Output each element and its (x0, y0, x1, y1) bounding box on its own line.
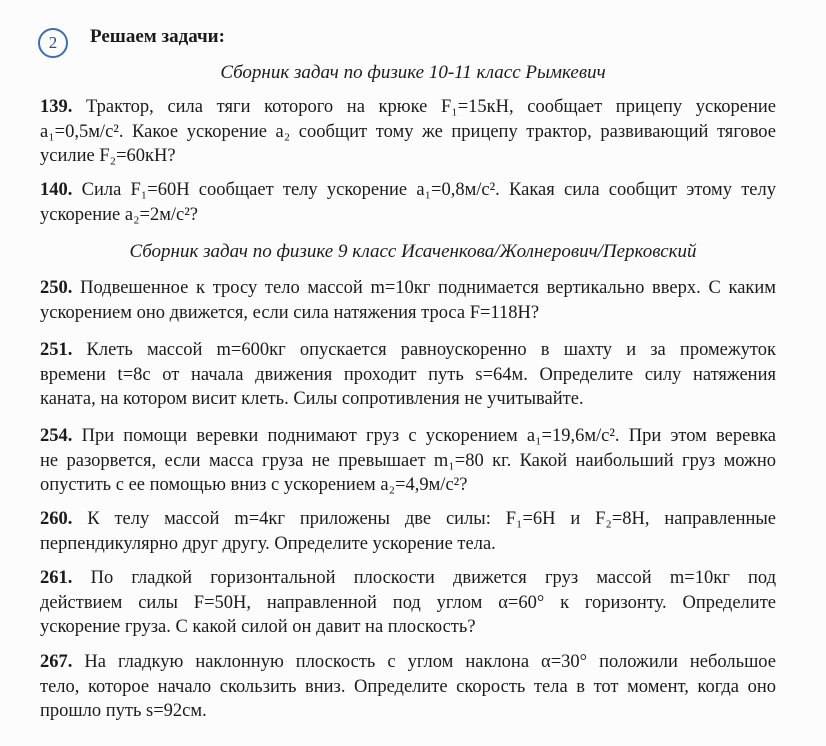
problem-number: 267. (40, 652, 73, 672)
problem-line: времени t=8с от начала движения проходит путь s=64м. Определите силу натяжения (40, 364, 776, 385)
problem-line: ускорение груза. С какой силой он давит на плоскость? (40, 617, 476, 637)
problem-number: 254. (40, 426, 73, 446)
problem-line (40, 276, 776, 301)
problem-line: усилие F₂=60кН? (40, 146, 176, 166)
section-title-rymkevich: Сборник задач по физике 10-11 класс Рымкевич (220, 62, 606, 83)
problem-line (40, 566, 776, 591)
problem-line: ускорением оно движется, если сила натяжения троса F=118Н? (40, 302, 540, 323)
problem-number: 139. (40, 97, 73, 117)
problem-line: тело, которое начало скользить вниз. Определите скорость тела в тот момент, когда оно (40, 676, 776, 697)
problem-line (40, 338, 776, 363)
problem-254 (40, 424, 776, 498)
problem-line: опустить с ее помощью вниз с ускорением a₂=4,9м/с²? (40, 475, 468, 495)
problem-line: a₁=0,5м/с². Какое ускорение a₂ сообщит тому же прицепу трактор, развивающий тяговое (40, 121, 776, 142)
problem-line: ускорение a₂=2м/с²? (40, 204, 199, 225)
problem-139 (40, 95, 776, 169)
problem-text: Подвешенное к тросу тело массой m=10кг поднимается вертикально вверх. С каким (80, 278, 777, 298)
problem-text: Клеть массой m=600кг опускается равноускоренно в шахту и за промежуток (86, 340, 776, 360)
problem-line: действием силы F=50Н, направленной под углом α=60° к горизонту. Определите (40, 592, 776, 613)
problem-line (40, 650, 776, 675)
section-title-isachenkova: Сборник задач по физике 9 класс Исаченкова/Жолнерович/Перковский (129, 241, 697, 262)
problem-text: По гладкой горизонтальной плоскости движется груз массой m=10кг под (90, 568, 776, 588)
problem-line (40, 178, 776, 203)
problem-number: 250. (40, 278, 73, 298)
page-heading: Решаем задачи: (90, 26, 225, 47)
step-number-badge: 2 (38, 28, 68, 58)
problem-number: 251. (40, 340, 73, 360)
problem-number: 140. (40, 180, 73, 200)
problem-line: прошло путь s=92см. (40, 701, 207, 721)
problem-text: При помощи веревки поднимают груз с ускорением a₁=19,6м/с². При этом веревка (81, 426, 776, 446)
problem-text: К телу массой m=4кг приложены две силы: F₁=6Н и F₂=8Н, направленные (87, 509, 777, 529)
problem-text: Трактор, сила тяги которого на крюке F₁=15кН, сообщает прицепу ускорение (86, 97, 776, 117)
problem-number: 260. (40, 509, 73, 529)
problem-250 (40, 276, 776, 325)
problem-text: На гладкую наклонную плоскость с углом наклона α=30° положили небольшое (84, 652, 776, 672)
problem-line: каната, на котором висит клеть. Силы сопротивления не учитывайте. (40, 389, 584, 409)
problem-line (40, 424, 776, 449)
problem-text: Сила F₁=60Н сообщает телу ускорение a₁=0,8м/с². Какая сила сообщит этому телу (81, 180, 777, 200)
problem-line (40, 95, 776, 120)
problem-line (40, 507, 776, 532)
problem-260 (40, 507, 776, 556)
problem-251 (40, 338, 776, 412)
problem-number: 261. (40, 568, 73, 588)
problem-261 (40, 566, 776, 640)
problem-line: не разорвется, если масса груза не превышает m₁=80 кг. Какой наибольший груз можно (40, 450, 776, 471)
problem-line: перпендикулярно друг другу. Определите ускорение тела. (40, 533, 496, 554)
problem-140 (40, 178, 776, 227)
problem-267 (40, 650, 776, 724)
